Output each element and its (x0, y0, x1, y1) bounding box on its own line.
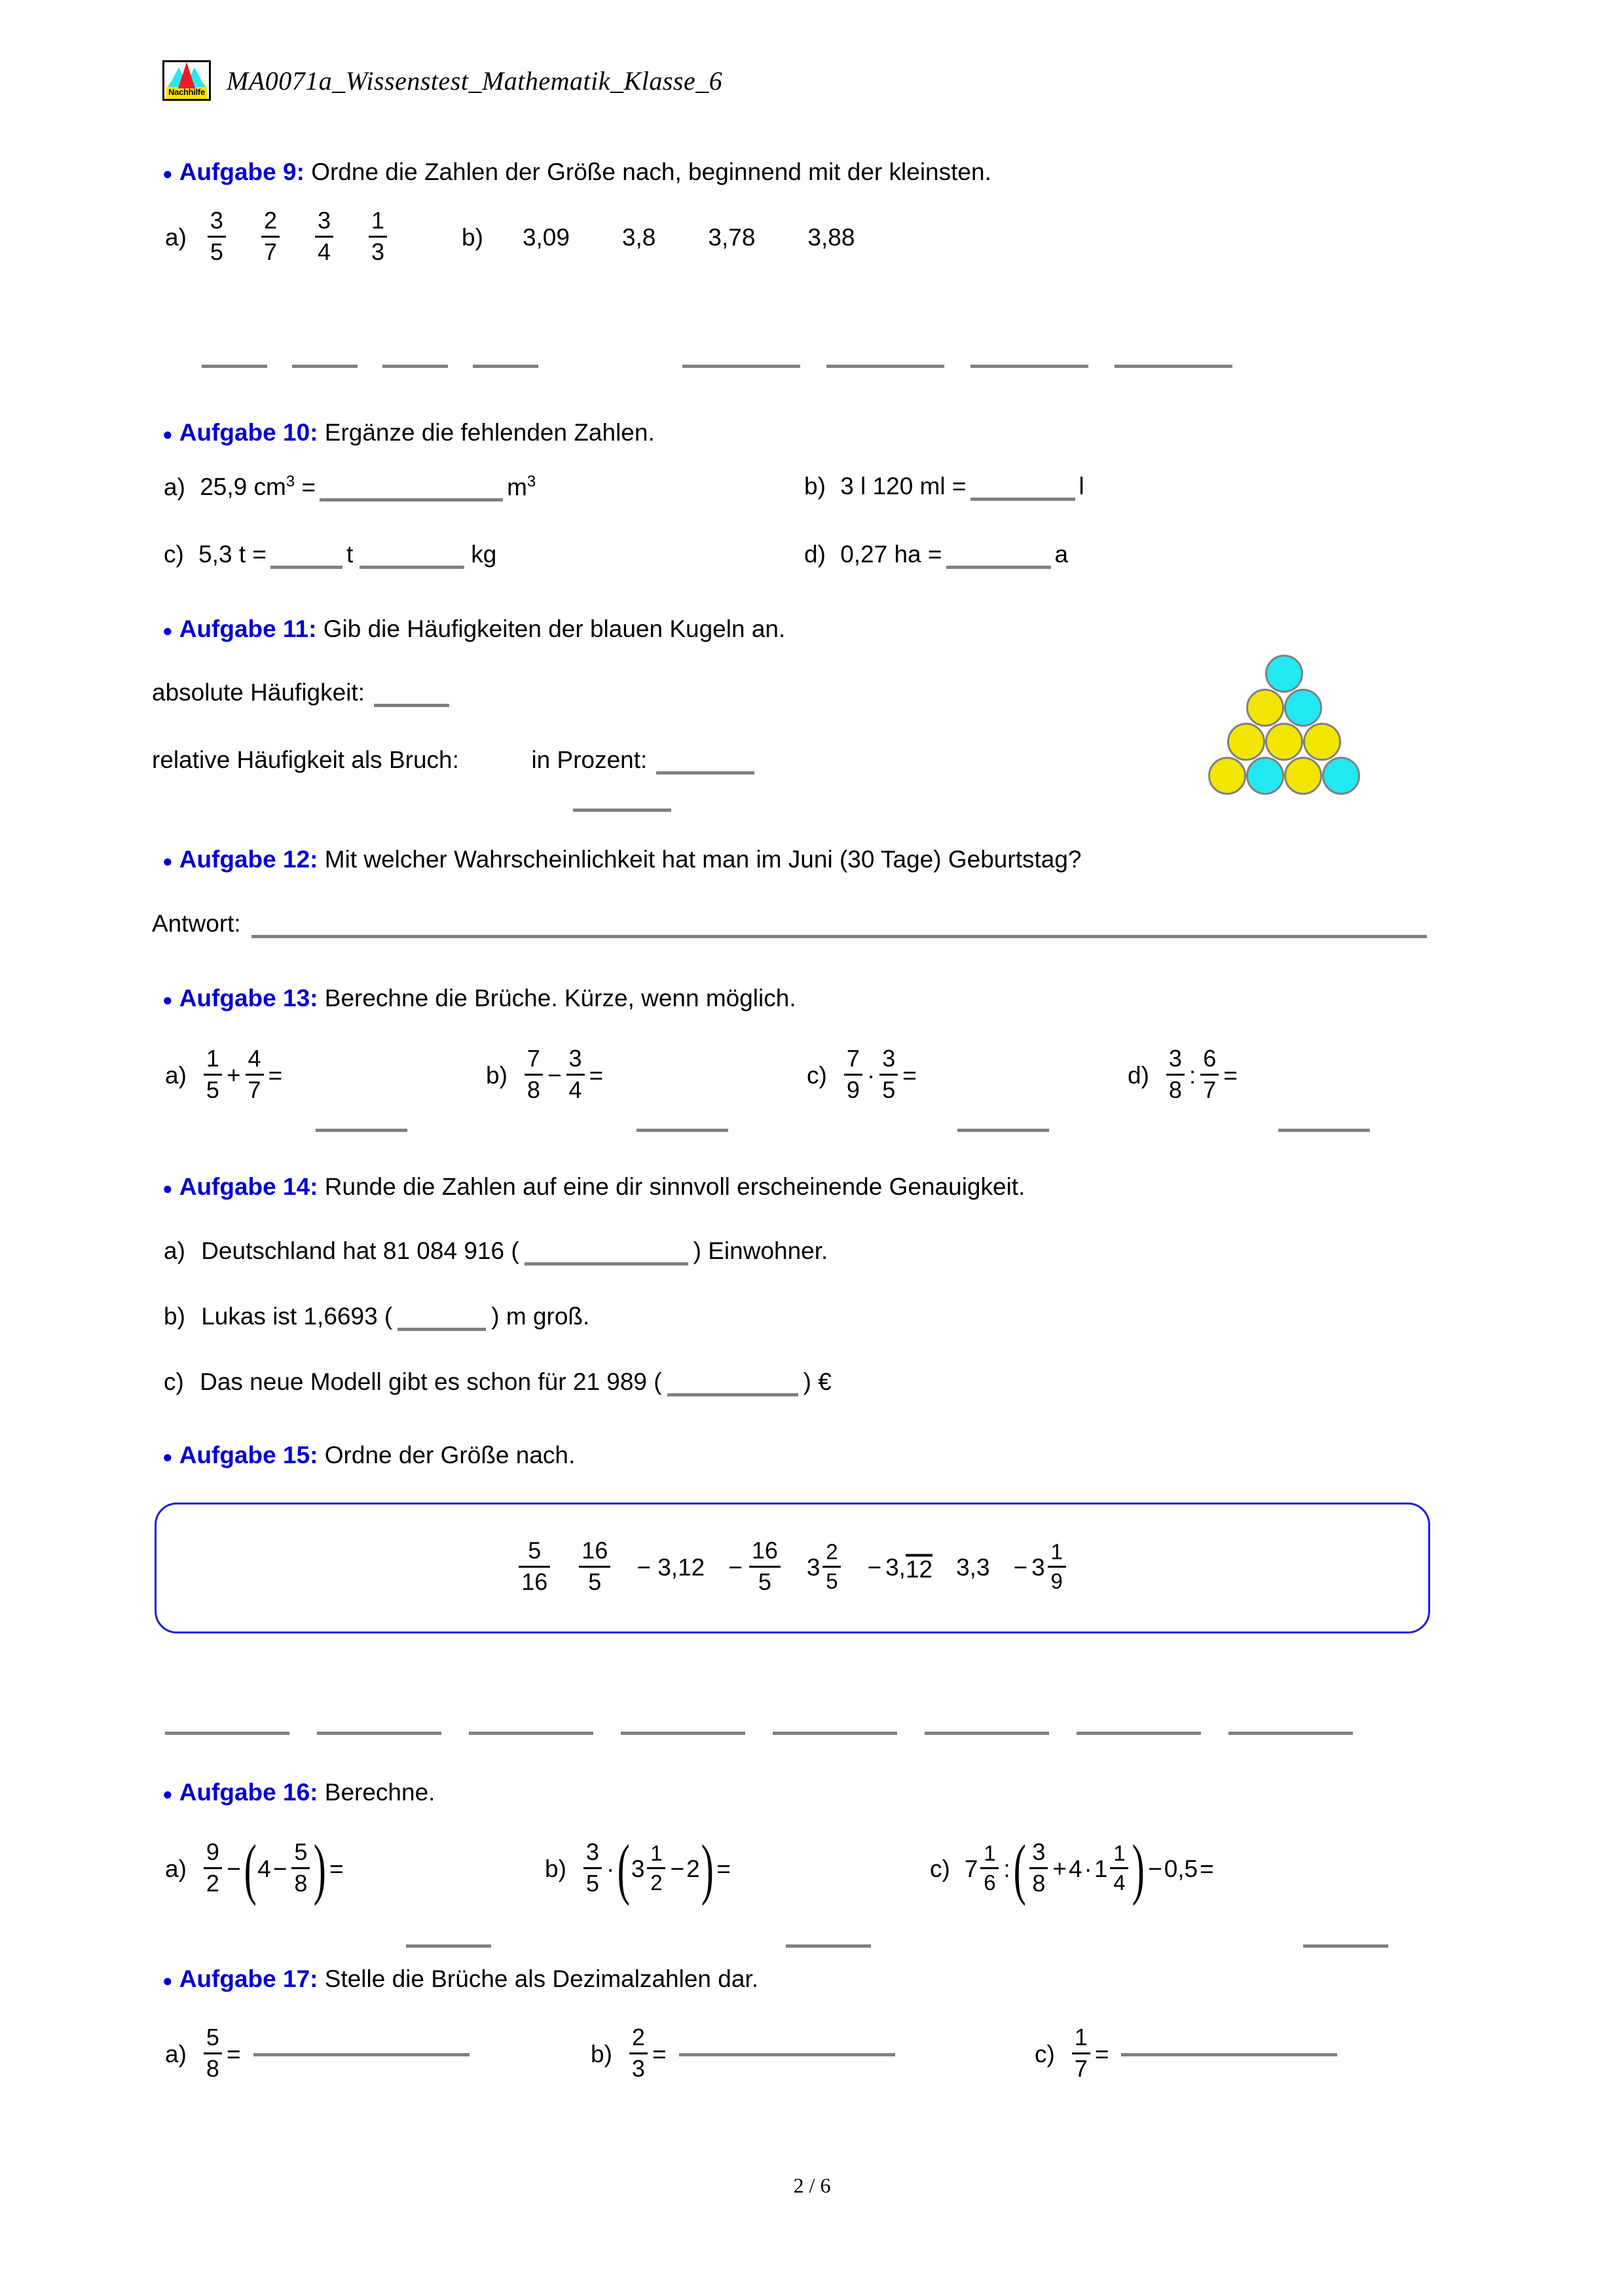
equals: = (329, 1855, 344, 1883)
fraction (844, 1046, 862, 1103)
fraction (583, 1840, 602, 1897)
task-10a (164, 473, 536, 501)
task-17c-label: c) (1035, 2041, 1055, 2068)
numerator: 16 (751, 1537, 778, 1564)
task-14b-label: b) (164, 1303, 185, 1330)
equals: = (268, 1062, 283, 1089)
task-17-text: Stelle die Brüche als Dezimalzahlen dar. (324, 1965, 759, 1992)
task-11-label: Aufgabe 11: (179, 615, 317, 642)
task-10a-value: 25,9 cm (200, 473, 286, 501)
task-15-label: Aufgabe 15: (179, 1442, 318, 1468)
answer-blank[interactable] (382, 365, 448, 368)
task-10b-equals: = (951, 473, 967, 500)
task-13-text: Berechne die Brüche. Kürze, wenn möglich. (324, 985, 796, 1011)
numerator: 7 (526, 1045, 540, 1072)
answer-blank[interactable] (1077, 1732, 1201, 1735)
task-16a-answer-blank[interactable] (406, 1944, 491, 1948)
denominator: 5 (882, 1076, 896, 1103)
task-16b: b) $\frac{3}{5}$ · ( 3 $\frac{1}{2}$ − 2 ) = (545, 1831, 731, 1907)
task-16b-label: b) (545, 1855, 566, 1883)
task-9a-fraction-3 (315, 208, 333, 265)
answer-blank[interactable] (360, 566, 464, 569)
task-16a-label: a) (165, 1855, 187, 1883)
numerator: 9 (206, 1838, 219, 1865)
numerator: 3 (210, 207, 223, 234)
task-9a-fraction-4 (369, 208, 387, 265)
fraction (980, 1842, 999, 1894)
page-number: 2 / 6 (793, 2174, 831, 2197)
task-9a-fraction-1 (208, 208, 226, 265)
numerator: 7 (846, 1045, 860, 1072)
task-15-number-3: − 3,12 (637, 1554, 705, 1581)
denominator: 8 (294, 1869, 308, 1897)
task-16c-answer-blank[interactable] (1303, 1944, 1388, 1948)
fraction (749, 1539, 781, 1595)
fraction (204, 1046, 222, 1103)
numerator: 2 (826, 1539, 838, 1564)
fraction (204, 1840, 222, 1897)
task-17b-label: b) (591, 2041, 612, 2068)
answer-blank[interactable] (826, 365, 944, 368)
task-15-number-1 (519, 1539, 550, 1595)
equals: = (1223, 1062, 1238, 1089)
task-10a-unit-exponent: 3 (526, 473, 536, 490)
numerator: 3 (317, 207, 331, 234)
task-11-absolute-label: absolute Häufigkeit: (152, 679, 365, 706)
task-11-heading (162, 614, 785, 644)
numerator: 3 (882, 1045, 896, 1072)
numerator: 1 (984, 1841, 996, 1866)
task-16c-label: c) (930, 1855, 950, 1883)
denominator: 4 (317, 238, 331, 265)
task-17a (165, 2026, 470, 2083)
numerator: 16 (581, 1537, 608, 1564)
task-13c-label: c) (807, 1062, 827, 1089)
operator: − (226, 1855, 241, 1883)
answer-blank[interactable] (970, 365, 1088, 368)
fraction (246, 1046, 264, 1103)
task-11-text: Gib die Häufigkeiten der blauen Kugeln an. (323, 615, 786, 642)
numerator: 6 (1203, 1045, 1217, 1072)
operator: − (670, 1855, 685, 1883)
bullet-icon: ● (162, 620, 173, 640)
bullet-icon: ● (162, 424, 173, 444)
document-title: MA0071a_Wissenstest_Mathematik_Klasse_6 (227, 65, 723, 96)
operator: + (226, 1062, 241, 1089)
whole-part: 1 (1094, 1855, 1108, 1883)
numerator: 1 (206, 1045, 219, 1072)
task-13a-label: a) (165, 1062, 187, 1089)
minus-sign: − (867, 1554, 882, 1581)
bullet-icon: ● (162, 1178, 173, 1198)
task-10c-label: c) (164, 541, 184, 568)
operator: − (547, 1062, 562, 1089)
task-13b-answer-blank[interactable] (637, 1129, 728, 1132)
task-10d-unit: a (1054, 541, 1069, 568)
numerator: 2 (263, 207, 277, 234)
task-10c-equals: = (252, 541, 267, 568)
task-14a-label: a) (164, 1237, 185, 1264)
task-13d (1128, 1045, 1240, 1104)
whole-part: 3 (631, 1855, 645, 1883)
answer-blank[interactable] (946, 566, 1051, 569)
whole-part: 3 (806, 1554, 821, 1581)
fraction (1048, 1540, 1066, 1593)
task-10b-value: 3 l 120 ml (840, 473, 946, 500)
answer-blank[interactable] (397, 1328, 486, 1331)
task-13a-answer-blank[interactable] (316, 1129, 407, 1132)
task-14c-suffix: ) € (803, 1368, 832, 1395)
task-15-answer-blanks (165, 1732, 1353, 1735)
task-10c-unit-2: kg (471, 541, 497, 568)
denominator: 9 (1050, 1569, 1063, 1594)
task-12-answer-label: Antwort: (152, 910, 241, 937)
fraction (647, 1842, 665, 1894)
whole-part: 3 (1031, 1554, 1045, 1581)
task-10d-equals: = (927, 541, 942, 568)
numerator: 2 (631, 2024, 645, 2050)
task-10b (804, 473, 1084, 501)
bullet-icon: ● (162, 1970, 173, 1990)
ball-yellow (1246, 689, 1284, 727)
answer-blank[interactable] (469, 1732, 593, 1735)
bullet-icon: ● (162, 850, 173, 871)
task-15-number-box (155, 1503, 1430, 1633)
denominator: 8 (1032, 1869, 1046, 1897)
task-15-number-7: 3,3 (956, 1554, 990, 1581)
fraction (1200, 1046, 1219, 1103)
denominator: 9 (846, 1076, 860, 1103)
operator: : (1189, 1062, 1196, 1089)
answer-blank[interactable] (320, 498, 503, 501)
denominator: 4 (1113, 1870, 1126, 1895)
task-9b-label: b) (462, 224, 483, 251)
task-9-label: Aufgabe 9: (179, 158, 304, 185)
task-10c (164, 541, 496, 569)
task-14b-suffix: ) m groß. (491, 1303, 590, 1330)
task-13c-answer-blank[interactable] (957, 1129, 1049, 1132)
answer-blank[interactable] (525, 1262, 688, 1266)
task-10-heading (162, 418, 655, 448)
fraction (291, 1840, 310, 1897)
ball-yellow (1208, 757, 1246, 795)
denominator: 7 (263, 238, 277, 265)
bullet-icon: ● (162, 163, 173, 183)
denominator: 7 (1074, 2054, 1088, 2082)
denominator: 5 (206, 1076, 219, 1103)
task-12-heading (162, 845, 1082, 875)
fraction (629, 2025, 648, 2082)
task-12-answer-row (152, 910, 1427, 938)
task-10a-unit: m (507, 473, 527, 501)
task-16c-term: 0,5 (1164, 1855, 1198, 1883)
task-13b (486, 1045, 605, 1104)
denominator: 7 (248, 1076, 261, 1103)
numerator: 3 (585, 1838, 599, 1865)
task-11-relative-row (152, 746, 754, 774)
ball-yellow (1227, 723, 1265, 761)
numerator: 5 (206, 2024, 219, 2050)
task-10a-equals: = (301, 473, 316, 501)
bullet-icon: ● (162, 1446, 173, 1467)
task-16b-answer-blank[interactable] (786, 1944, 871, 1948)
fraction (1110, 1842, 1128, 1894)
mixed-number (1094, 1843, 1132, 1895)
denominator: 5 (588, 1568, 602, 1595)
denominator: 8 (206, 2054, 219, 2082)
task-16-heading (162, 1777, 435, 1808)
equals: = (1094, 2041, 1109, 2068)
denominator: 5 (758, 1568, 771, 1595)
answer-blank[interactable] (473, 365, 538, 368)
task-13d-answer-blank[interactable] (1278, 1129, 1370, 1132)
equals: = (226, 2041, 241, 2068)
task-13b-label: b) (486, 1062, 507, 1089)
task-17-heading (162, 1964, 758, 1994)
ball-yellow (1284, 757, 1322, 795)
repeating-digits: 12 (906, 1554, 932, 1582)
answer-blank[interactable] (970, 498, 1075, 501)
nachhilfe-logo-icon (162, 60, 211, 101)
denominator: 5 (826, 1569, 838, 1594)
answer-blank[interactable] (621, 1732, 745, 1735)
task-17b (591, 2026, 895, 2083)
answer-blank[interactable] (1228, 1732, 1353, 1735)
task-16c: c) 7 $\frac{1}{6}$ : ( $\frac{3}{8}$ + 4 · 1 $\frac{1}{4}$ ) − 0,5 = (930, 1831, 1214, 1907)
task-15-number-8 (1013, 1539, 1069, 1594)
task-10-label: Aufgabe 10: (179, 419, 318, 446)
task-17c (1035, 2026, 1337, 2083)
answer-blank[interactable] (292, 365, 358, 368)
task-11-relative-label: relative Häufigkeit als Bruch: (152, 746, 459, 773)
task-12-text: Mit welcher Wahrscheinlichkeit hat man im Juni (30 Tage) Geburtstag? (324, 846, 1082, 873)
numerator: 1 (371, 207, 385, 234)
numerator: 3 (1168, 1045, 1182, 1072)
operator: − (1148, 1855, 1162, 1883)
answer-blank[interactable] (925, 1732, 1049, 1735)
denominator: 2 (650, 1870, 663, 1895)
ball-blue (1246, 757, 1284, 795)
answer-blank[interactable] (667, 1393, 798, 1396)
fraction (1166, 1046, 1185, 1103)
equals: = (1200, 1855, 1214, 1883)
ball-blue (1322, 757, 1360, 795)
task-10-text: Ergänze die fehlenden Zahlen. (324, 419, 655, 446)
equals: = (589, 1062, 604, 1089)
task-9b-decimal-1: 3,09 (522, 224, 570, 251)
numerator: 3 (568, 1045, 582, 1072)
numerator: 1 (650, 1841, 663, 1866)
task-10b-unit: l (1079, 473, 1084, 500)
task-13-label: Aufgabe 13: (179, 985, 318, 1011)
equals: = (652, 2041, 667, 2068)
numerator: 5 (528, 1537, 542, 1564)
denominator: 3 (371, 238, 385, 265)
task-9-text: Ordne die Zahlen der Größe nach, beginnend mit der kleinsten. (311, 158, 991, 185)
fraction (1072, 2025, 1090, 2082)
denominator: 7 (1203, 1076, 1217, 1103)
task-9a-answer-blanks (202, 365, 538, 368)
task-10d-value: 0,27 ha (840, 541, 921, 568)
task-13c (807, 1045, 919, 1104)
task-9b-decimal-2: 3,8 (621, 224, 656, 251)
task-16-text: Berechne. (324, 1779, 435, 1806)
task-15-heading (162, 1440, 575, 1470)
answer-blank[interactable] (251, 935, 1427, 938)
task-16a-inner-whole: 4 (257, 1855, 271, 1883)
denominator: 3 (631, 2054, 645, 2082)
answer-blank[interactable] (270, 566, 342, 569)
task-15-number-6 (867, 1554, 932, 1582)
task-13a (165, 1045, 284, 1104)
task-10c-unit-1: t (346, 541, 354, 568)
task-16-label: Aufgabe 16: (179, 1779, 318, 1806)
fraction (879, 1046, 898, 1103)
task-9-row (165, 207, 855, 266)
task-14a-suffix: ) Einwohner. (693, 1237, 828, 1264)
operator: : (1003, 1855, 1010, 1883)
task-15-number-2 (579, 1539, 610, 1595)
bullet-icon: ● (162, 1783, 173, 1804)
mixed-number (965, 1843, 1002, 1895)
document-header (162, 60, 722, 101)
denominator: 8 (526, 1076, 540, 1103)
task-11-percent-label: in Prozent: (531, 746, 648, 773)
task-9-heading (162, 157, 991, 187)
minus-sign: − (1013, 1554, 1028, 1581)
mixed-number (631, 1843, 669, 1895)
task-14b (164, 1303, 589, 1331)
task-12-label: Aufgabe 12: (179, 846, 318, 873)
task-15-text: Ordne der Größe nach. (324, 1442, 576, 1468)
equals: = (902, 1062, 917, 1089)
denominator: 16 (521, 1568, 548, 1595)
numerator: 1 (1113, 1841, 1126, 1866)
task-16c-factor: 4 (1068, 1855, 1082, 1883)
operator: · (866, 1062, 876, 1089)
operator: · (606, 1855, 615, 1883)
task-9b-answer-blanks (682, 365, 1232, 368)
multiply-dot: · (1084, 1855, 1092, 1883)
task-13-heading (162, 983, 796, 1013)
task-9a-label: a) (165, 224, 187, 251)
denominator: 5 (585, 1869, 599, 1897)
task-14-text: Runde die Zahlen auf eine dir sinnvoll erscheinende Genauigkeit. (324, 1173, 1025, 1200)
task-13d-label: d) (1128, 1062, 1149, 1089)
numerator: 1 (1074, 2024, 1088, 2050)
answer-blank[interactable] (317, 1732, 441, 1735)
numerator: 4 (248, 1045, 261, 1072)
task-10d (804, 541, 1068, 569)
denominator: 8 (1168, 1076, 1182, 1103)
task-11-absolute-row (152, 679, 449, 707)
task-16a: a) $\frac{9}{2}$ − ( 4 − $\frac{5}{8}$ ) = (165, 1831, 344, 1907)
numerator: 3 (1032, 1838, 1046, 1865)
answer-blank[interactable] (165, 1732, 289, 1735)
ball-blue (1265, 655, 1303, 693)
answer-blank[interactable] (679, 2053, 895, 2056)
task-14c-label: c) (164, 1368, 184, 1395)
fraction (525, 1046, 543, 1103)
task-14a (164, 1237, 828, 1266)
fraction (822, 1540, 841, 1593)
task-15-number-4 (728, 1537, 783, 1597)
denominator: 5 (210, 238, 223, 265)
operator: − (272, 1855, 287, 1883)
operator: + (1052, 1855, 1067, 1883)
ball-yellow (1265, 723, 1303, 761)
task-9a-fraction-2 (261, 208, 280, 265)
bullet-icon: ● (162, 989, 173, 1010)
task-14c-prefix: Das neue Modell gibt es schon für 21 989 ( (200, 1368, 662, 1395)
answer-blank[interactable] (773, 1732, 897, 1735)
answer-blank[interactable] (253, 2053, 470, 2056)
task-16b-term: 2 (686, 1855, 700, 1883)
task-14b-prefix: Lukas ist 1,6693 ( (201, 1303, 393, 1330)
fraction (1029, 1840, 1048, 1897)
task-9b-decimal-4: 3,88 (807, 224, 855, 251)
whole-part: 7 (964, 1855, 978, 1883)
task-10d-label: d) (804, 541, 826, 568)
task-15-number-5 (806, 1539, 844, 1594)
numerator: 1 (1050, 1539, 1063, 1564)
task-10a-exponent: 3 (286, 473, 295, 490)
fraction (566, 1046, 585, 1103)
denominator: 6 (984, 1870, 996, 1895)
answer-blank[interactable] (656, 771, 754, 774)
answer-blank[interactable] (682, 365, 800, 368)
task-14a-prefix: Deutschland hat 81 084 916 ( (201, 1237, 519, 1264)
task-10b-label: b) (804, 473, 826, 500)
denominator: 2 (206, 1869, 219, 1897)
task-17a-label: a) (165, 2041, 187, 2068)
ball-pyramid-diagram (1215, 655, 1385, 805)
task-14c (164, 1368, 832, 1396)
task-11-fraction-answer-blank[interactable] (573, 809, 671, 812)
denominator: 4 (568, 1076, 582, 1103)
fraction (204, 2025, 222, 2082)
ball-yellow (1303, 723, 1341, 761)
task-10c-value: 5,3 t (198, 541, 246, 568)
decimal-head: 3, (885, 1554, 906, 1581)
answer-blank[interactable] (374, 704, 449, 707)
equals: = (716, 1855, 731, 1883)
task-17-label: Aufgabe 17: (179, 1965, 318, 1992)
task-14-heading (162, 1172, 1025, 1202)
answer-blank[interactable] (1121, 2053, 1337, 2056)
task-9b-decimal-3: 3,78 (708, 224, 756, 251)
answer-blank[interactable] (1115, 365, 1232, 368)
task-10a-label: a) (164, 473, 185, 501)
ball-blue (1284, 689, 1322, 727)
answer-blank[interactable] (202, 365, 267, 368)
minus-sign: − (728, 1554, 743, 1581)
numerator: 5 (294, 1838, 308, 1865)
task-14-label: Aufgabe 14: (179, 1173, 318, 1200)
logo-label: Nachhilfe (168, 87, 205, 97)
